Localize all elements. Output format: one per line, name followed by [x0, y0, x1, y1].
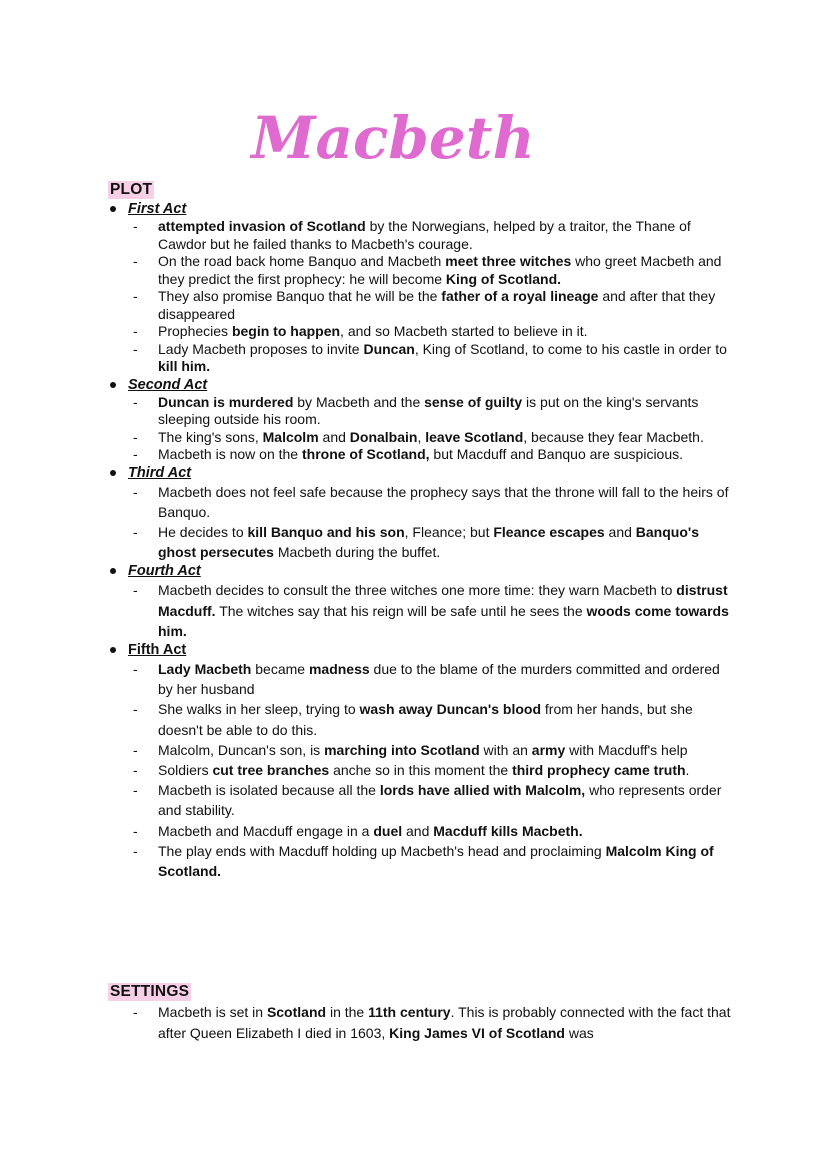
- dash-bullet: -: [133, 782, 138, 799]
- act-item-list: [0, 394, 828, 464]
- list-item: [0, 253, 733, 288]
- act-title: [0, 376, 828, 394]
- text: by the Norwegians, helped by a traitor, the Thane of Cawdor but he failed thanks to Macbeth's courage.: [158, 218, 691, 252]
- text: Macbeth and Macduff engage in a: [158, 822, 374, 839]
- dash-bullet: -: [133, 523, 138, 540]
- text: Macbeth decides to consult the three witches one more time: they warn Macbeth to: [158, 582, 677, 599]
- act-item-list: [0, 580, 828, 641]
- dash-bullet: -: [133, 446, 138, 462]
- text: , because they fear Macbeth.: [523, 428, 704, 445]
- text: with an: [479, 741, 532, 758]
- list-item: [0, 699, 733, 739]
- bold-text: Banquo's ghost persecutes: [158, 523, 699, 561]
- list-item: [0, 323, 733, 341]
- bold-text: lords have allied with Malcolm,: [379, 782, 586, 799]
- act-item-list: [0, 659, 828, 881]
- dash-bullet: -: [133, 288, 138, 304]
- text: Macbeth is now on the: [158, 446, 302, 462]
- list-item: [0, 1002, 733, 1043]
- bold-text: third prophecy came truth: [512, 761, 686, 778]
- bold-text: Donalbain: [349, 428, 418, 445]
- plot-acts: [0, 200, 828, 881]
- text: The king's sons,: [158, 428, 263, 445]
- dash-bullet: -: [133, 1004, 138, 1020]
- bold-text: Malcolm King of Scotland.: [158, 842, 714, 879]
- list-item: [0, 740, 733, 760]
- act-item-list: [0, 482, 828, 563]
- list-item: [0, 429, 733, 447]
- settings-list: [0, 1002, 828, 1043]
- act-1: [0, 200, 828, 376]
- act-title: [0, 464, 828, 482]
- bold-text: Duncan is murdered: [158, 393, 294, 410]
- section-heading-settings: SETTINGS: [110, 983, 190, 1000]
- act-title-label: First Act: [128, 201, 187, 217]
- act-item-list: [0, 218, 828, 376]
- act-title-label: Second Act: [128, 376, 208, 393]
- text: Malcolm, Duncan's son, is: [158, 741, 325, 758]
- act-title: [0, 200, 828, 218]
- bold-text: Duncan: [363, 340, 415, 357]
- bold-text: meet three witches: [445, 253, 572, 269]
- bold-text: kill Banquo and his son: [247, 523, 405, 540]
- dash-bullet: -: [133, 741, 138, 758]
- text: On the road back home Banquo and Macbeth: [158, 253, 446, 269]
- text: with Macduff's help: [565, 741, 688, 758]
- dash-bullet: -: [133, 701, 138, 718]
- text: , Fleance; but: [404, 523, 494, 540]
- title-script-logo: [251, 102, 535, 174]
- text: She walks in her sleep, trying to: [158, 701, 360, 718]
- bold-text: sense of guilty: [424, 393, 523, 410]
- list-item: [0, 580, 733, 641]
- bold-text: distrust Macduff.: [158, 582, 728, 619]
- section-heading-plot: PLOT: [110, 181, 153, 198]
- bold-text: woods come towards him.: [158, 602, 729, 639]
- text: who represents order and stability.: [158, 782, 722, 819]
- title-text: Macbeth: [251, 104, 535, 172]
- text: anche so in this moment the: [329, 761, 513, 778]
- list-item: [0, 780, 733, 820]
- text: ,: [417, 428, 426, 445]
- page-title: [251, 102, 535, 174]
- dash-bullet: -: [133, 822, 138, 839]
- bold-text: attempted invasion of Scotland: [158, 218, 366, 234]
- text: is put on the king's servants sleeping outside his room.: [158, 393, 699, 427]
- dash-bullet: -: [133, 428, 138, 445]
- settings-section: [0, 1002, 828, 1043]
- dash-bullet: -: [133, 842, 138, 859]
- list-item: [0, 522, 733, 562]
- list-item: [0, 760, 733, 780]
- text: and: [604, 523, 636, 540]
- text: by Macbeth and the: [293, 393, 425, 410]
- act-4: [0, 562, 828, 641]
- dash-bullet: -: [133, 323, 138, 339]
- act-title: [0, 562, 828, 580]
- dash-bullet: -: [133, 218, 138, 234]
- dash-bullet: -: [133, 582, 138, 599]
- text: The witches say that his reign will be safe until he sees the: [215, 602, 587, 619]
- bold-text: Fleance escapes: [493, 523, 605, 540]
- bullet-dot-icon: [110, 382, 116, 388]
- list-item: [0, 446, 733, 464]
- bold-text: Malcolm: [262, 428, 319, 445]
- text: He decides to: [158, 523, 248, 540]
- act-title-label: Fourth Act: [128, 563, 201, 580]
- list-item: [0, 394, 733, 429]
- text: , King of Scotland, to come to his castle in order to: [414, 340, 727, 357]
- bullet-dot-icon: [110, 647, 116, 653]
- text: and: [402, 822, 434, 839]
- text: in the: [326, 1004, 369, 1020]
- act-2: [0, 376, 828, 464]
- list-item: [0, 821, 733, 841]
- list-item: [0, 288, 733, 323]
- bold-text: army: [531, 741, 566, 758]
- dash-bullet: -: [133, 253, 138, 269]
- act-title-label: Third Act: [128, 464, 192, 481]
- bold-text: Lady Macbeth: [158, 660, 252, 677]
- act-3: [0, 464, 828, 563]
- bold-text: begin to happen: [231, 323, 341, 339]
- text: who greet Macbeth and they predict the first prophecy: he will become: [158, 253, 722, 287]
- list-item: [0, 482, 733, 522]
- bold-text: 11th century: [368, 1004, 451, 1020]
- bold-text: Macduff kills Macbeth.: [433, 822, 583, 839]
- bold-text: duel: [373, 822, 403, 839]
- dash-bullet: -: [133, 393, 138, 410]
- bold-text: Scotland: [266, 1004, 327, 1020]
- text: Macbeth during the buffet.: [273, 544, 441, 561]
- text: Macbeth is isolated because all the: [158, 782, 380, 799]
- dash-bullet: -: [133, 340, 138, 357]
- text: was: [565, 1024, 594, 1041]
- bold-text: King of Scotland.: [445, 270, 562, 287]
- text: , and so Macbeth started to believe in it.: [340, 323, 588, 339]
- text: from her hands, but she doesn't be able to do this.: [158, 701, 693, 738]
- text: Prophecies: [158, 323, 232, 339]
- bold-text: kill him.: [158, 358, 211, 374]
- text: and after that they disappeared: [158, 288, 716, 322]
- act-5: [0, 641, 828, 881]
- bold-text: leave Scotland: [425, 428, 524, 445]
- text: Macbeth is set in: [158, 1004, 267, 1020]
- act-title-label: Fifth Act: [128, 641, 187, 658]
- text: became: [251, 660, 309, 677]
- bold-text: wash away Duncan's blood: [359, 701, 542, 718]
- bold-text: King James VI of Scotland: [389, 1024, 565, 1041]
- text: The play ends with Macduff holding up Macbeth's head and proclaiming: [158, 842, 606, 859]
- list-item: [0, 341, 733, 376]
- text: due to the blame of the murders committed and ordered by her husband: [158, 660, 720, 698]
- dash-bullet: -: [133, 660, 138, 677]
- text: but Macduff and Banquo are suspicious.: [429, 446, 684, 462]
- bold-text: marching into Scotland: [324, 741, 480, 758]
- text: Soldiers: [158, 761, 213, 778]
- bold-text: throne of Scotland,: [301, 446, 430, 462]
- text: Lady Macbeth proposes to invite: [158, 340, 364, 357]
- text: and: [318, 428, 350, 445]
- bullet-dot-icon: [110, 568, 116, 574]
- bullet-dot-icon: [110, 206, 116, 212]
- bold-text: madness: [308, 660, 370, 677]
- text: . This is probably connected with the fact that after Queen Elizabeth I died in 1603,: [158, 1004, 731, 1041]
- act-title: [0, 641, 828, 659]
- bold-text: father of a royal lineage: [441, 288, 599, 304]
- list-item: [0, 841, 733, 881]
- dash-bullet: -: [133, 761, 138, 778]
- dash-bullet: -: [133, 483, 138, 500]
- text: They also promise Banquo that he will be the: [158, 288, 442, 304]
- bold-text: cut tree branches: [212, 761, 330, 778]
- text: .: [685, 761, 690, 778]
- list-item: [0, 659, 733, 699]
- bullet-dot-icon: [110, 470, 116, 476]
- list-item: [0, 218, 733, 253]
- text: Macbeth does not feel safe because the prophecy says that the throne will fall to the heirs of Banquo.: [158, 483, 729, 520]
